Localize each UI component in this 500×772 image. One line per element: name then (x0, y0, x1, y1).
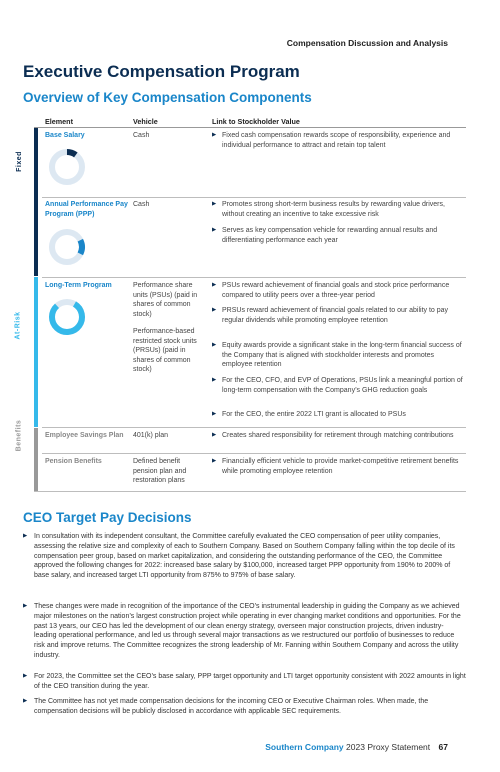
row-divider (42, 277, 466, 278)
table-bottom-rule (34, 491, 466, 492)
element-pension: Pension Benefits (45, 458, 102, 465)
vehicle-savings-plan: 401(k) plan (133, 432, 169, 439)
bullet-ltp-3: ▶ Equity awards provide a significant stake in the long-term financial success of the Company that is aligned with stockholder interests and promotes employee retention (212, 342, 462, 369)
col-header-vehicle: Vehicle (133, 117, 158, 126)
header-divider (34, 127, 466, 128)
row-divider (42, 197, 466, 198)
element-long-term-program: Long-Term Program (45, 282, 112, 289)
donut-chart-ppp (47, 227, 87, 267)
vehicle-psus: Performance share units (PSUs) (paid in shares of common stock) (133, 282, 198, 318)
element-base-salary: Base Salary (45, 132, 85, 139)
bullet-ltp-1: ▶ PSUs reward achievement of financial goals and stock price performance compared to utility peers over a three-year period (212, 282, 450, 299)
page-title: Executive Compensation Program (23, 62, 300, 81)
bullet-ltp-2: ▶ PRSUs reward achievement of financial goals related to our ability to pay regular dividends while promoting employee retention (212, 307, 449, 324)
group-label-benefits: Benefits (15, 419, 23, 452)
bullet-base-salary-1: ▶ Fixed cash compensation rewards scope of responsibility, experience and individual performance to attract and retain top talent (212, 132, 451, 149)
footer-company: Southern Company (265, 742, 344, 752)
group-label-fixed: Fixed (15, 151, 23, 172)
section-subtitle: Overview of Key Compensation Components (23, 90, 312, 105)
element-savings-plan: Employee Savings Plan (45, 432, 124, 439)
bullet-ppp-2: ▶ Serves as key compensation vehicle for rewarding annual results and differentiating performance each year (212, 227, 438, 244)
ceo-paragraph-2: ▶ These changes were made in recognition of the importance of the CEO’s instrumental leadership in guiding the Company as we achieved major milestones on the nation’s largest construction project while operating in ever changing market conditions and opportunities. For the past 13 years, our CEO has led the development of our clean energy strategy, overseen major construction projects, driven industry-leading operational performance, and led us through several major transactions as we restructured our portfolio of businesses to reduce risk and improve returns. The Committee recognizes the strong leadership of Mr. Fanning within Southern Company and across the utility industry. (23, 603, 461, 659)
donut-chart-long-term (47, 297, 87, 337)
donut-chart-base-salary (47, 147, 87, 187)
ceo-paragraph-3: ▶ For 2023, the Committee set the CEO’s base salary, PPP target opportunity and LTI target opportunity consistent with 2022 amounts in light of the CEO transition during the year. (23, 673, 466, 690)
vehicle-ppp: Cash (133, 201, 150, 208)
vehicle-prsus: Performance-based restricted stock units (PRSUs) (paid in shares of common stock) (133, 328, 197, 374)
bullet-ltp-5: ▶ For the CEO, the entire 2022 LTI grant is allocated to PSUs (212, 411, 406, 418)
page-footer (265, 742, 448, 752)
ceo-paragraph-4: ▶ The Committee has not yet made compensation decisions for the incoming CEO or Executive Chairman roles. When made, the compensation decisions will be publicly disclosed in accordance with applicable SEC requirements. (23, 698, 429, 715)
group-label-at-risk: At-Risk (14, 311, 22, 340)
bullet-ltp-4: ▶ For the CEO, CFO, and EVP of Operations, PSUs link a meaningful portion of long-term compensation with the Company’s GHG reduction goals (212, 377, 463, 394)
row-divider (42, 427, 466, 428)
ceo-section-title: CEO Target Pay Decisions (23, 510, 192, 525)
ceo-paragraph-1: ▶ In consultation with its independent consultant, the Committee carefully evaluated the CEO compensation of peer utility companies, assessing the relative size and complexity of each to Southern Company. Based on Southern Company falling within the top decile of its compensation peer group, based on market capitalization, and considering the outstanding performance of the CEO, the Committee approved the following changes for 2022: increased base salary by $100,000, increased target PPP opportunity from 190% to 200% of base salary, and increased target LTI opportunity from 875% to 975% of base salary. (23, 533, 455, 580)
col-header-link: Link to Stockholder Value (212, 117, 300, 126)
vehicle-pension: Defined benefit pension plan and restoration plans (133, 458, 187, 485)
benefits-group-bar (34, 428, 38, 491)
page-number: 67 (438, 742, 448, 752)
bullet-savings-1: ▶ Creates shared responsibility for retirement through matching contributions (212, 432, 454, 439)
bullet-ppp-1: ▶ Promotes strong short-term business results by rewarding value drivers, without creating an incentive to take excessive risk (212, 201, 445, 218)
bullet-pension-1: ▶ Financially efficient vehicle to provide market-competitive retirement benefits while promoting employee retention (212, 458, 459, 475)
running-header: Compensation Discussion and Analysis (286, 38, 448, 48)
col-header-element: Element (45, 117, 73, 126)
row-divider (42, 453, 466, 454)
fixed-group-bar (34, 128, 38, 276)
footer-document: 2023 Proxy Statement (346, 742, 431, 752)
at-risk-group-bar (34, 277, 38, 427)
vehicle-base-salary: Cash (133, 132, 150, 139)
element-ppp: Annual Performance Pay Program (PPP) (45, 201, 128, 218)
